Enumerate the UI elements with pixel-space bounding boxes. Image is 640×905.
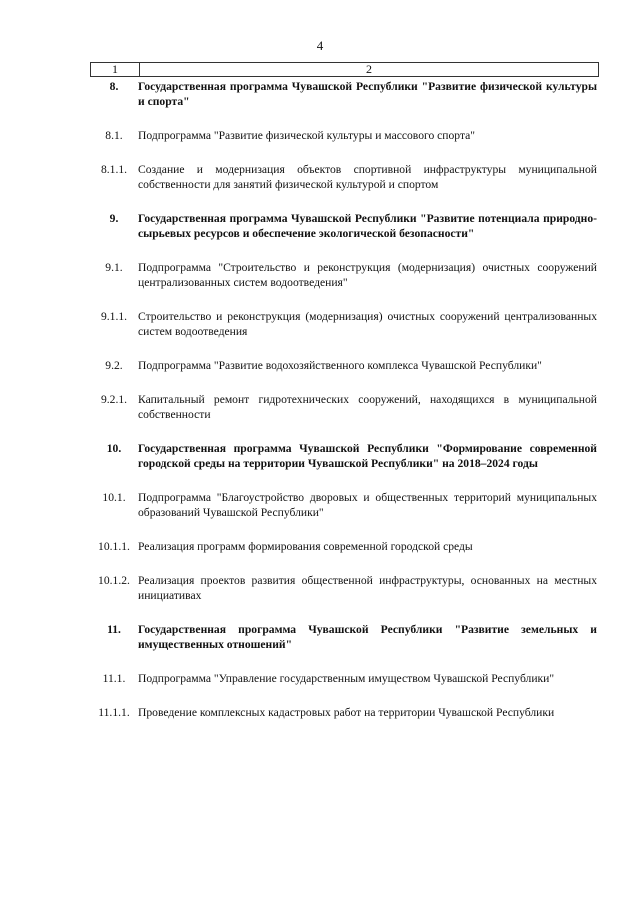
row-number: 11. bbox=[107, 623, 121, 636]
row-text: Государственная программа Чувашской Республики "Развитие земельных и имущественных отношений" bbox=[138, 623, 597, 651]
row-number: 8.1.1. bbox=[100, 163, 128, 176]
row-number: 11.1. bbox=[102, 672, 126, 685]
row-number: 8.1. bbox=[105, 129, 123, 142]
row-text: Реализация программ формирования современной городской среды bbox=[138, 540, 473, 553]
row-number: 9. bbox=[109, 212, 119, 225]
table-row bbox=[90, 211, 597, 241]
row-number: 9.1.1. bbox=[100, 310, 128, 323]
row-number: 9.2.1. bbox=[100, 393, 128, 406]
row-text: Подпрограмма "Развитие водохозяйственного комплекса Чувашской Республики" bbox=[138, 359, 542, 372]
row-number: 11.1.1. bbox=[98, 706, 130, 719]
table-row bbox=[90, 705, 597, 720]
table-row bbox=[90, 441, 597, 471]
table-row bbox=[90, 128, 597, 143]
table-column-header bbox=[90, 62, 599, 77]
row-text: Подпрограмма "Благоустройство дворовых и общественных территорий муниципальных образований Чувашской Республики" bbox=[138, 491, 597, 519]
page-number: 4 bbox=[316, 38, 324, 53]
row-number: 10.1.1. bbox=[98, 540, 130, 553]
row-number: 9.1. bbox=[105, 261, 123, 274]
column-1-header: 1 bbox=[91, 63, 140, 76]
row-text: Капитальный ремонт гидротехнических сооружений, находящихся в муниципальной собственности bbox=[138, 393, 597, 421]
row-number: 10.1. bbox=[102, 491, 126, 504]
row-text: Создание и модернизация объектов спортивной инфраструктуры муниципальной собственности для занятий физической культурой и спортом bbox=[138, 163, 597, 191]
table-row bbox=[90, 539, 597, 554]
table-row bbox=[90, 671, 597, 686]
table-row bbox=[90, 573, 597, 603]
table-row bbox=[90, 309, 597, 339]
column-2-header: 2 bbox=[366, 62, 372, 76]
row-text: Государственная программа Чувашской Республики "Формирование современной городской среды на территории Чувашской Республики" на 2018–2024 годы bbox=[138, 442, 597, 470]
row-text: Проведение комплексных кадастровых работ на территории Чувашской Республики bbox=[138, 706, 555, 719]
row-text: Подпрограмма "Строительство и реконструкция (модернизация) очистных сооружений централизованных систем водоотведения" bbox=[138, 261, 597, 289]
row-number: 8. bbox=[109, 80, 119, 93]
table-row bbox=[90, 358, 597, 373]
row-text: Реализация проектов развития общественной инфраструктуры, основанных на местных инициативах bbox=[138, 574, 597, 602]
table-row bbox=[90, 392, 597, 422]
row-text: Государственная программа Чувашской Республики "Развитие физической культуры и спорта" bbox=[138, 80, 597, 108]
table-row bbox=[90, 162, 597, 192]
row-text: Подпрограмма "Управление государственным имуществом Чувашской Республики" bbox=[138, 672, 555, 685]
row-number: 9.2. bbox=[105, 359, 123, 372]
row-number: 10. bbox=[106, 442, 122, 455]
table-row bbox=[90, 622, 597, 652]
table-row bbox=[90, 79, 597, 109]
table-row bbox=[90, 260, 597, 290]
program-table bbox=[90, 79, 597, 720]
row-text: Строительство и реконструкция (модернизация) очистных сооружений централизованных систем водоотведения bbox=[138, 310, 597, 338]
table-row bbox=[90, 490, 597, 520]
row-text: Государственная программа Чувашской Республики "Развитие потенциала природно-сырьевых ресурсов и обеспечение экологической безопасности" bbox=[138, 212, 597, 240]
row-text: Подпрограмма "Развитие физической культуры и массового спорта" bbox=[138, 129, 476, 142]
row-number: 10.1.2. bbox=[98, 574, 130, 587]
